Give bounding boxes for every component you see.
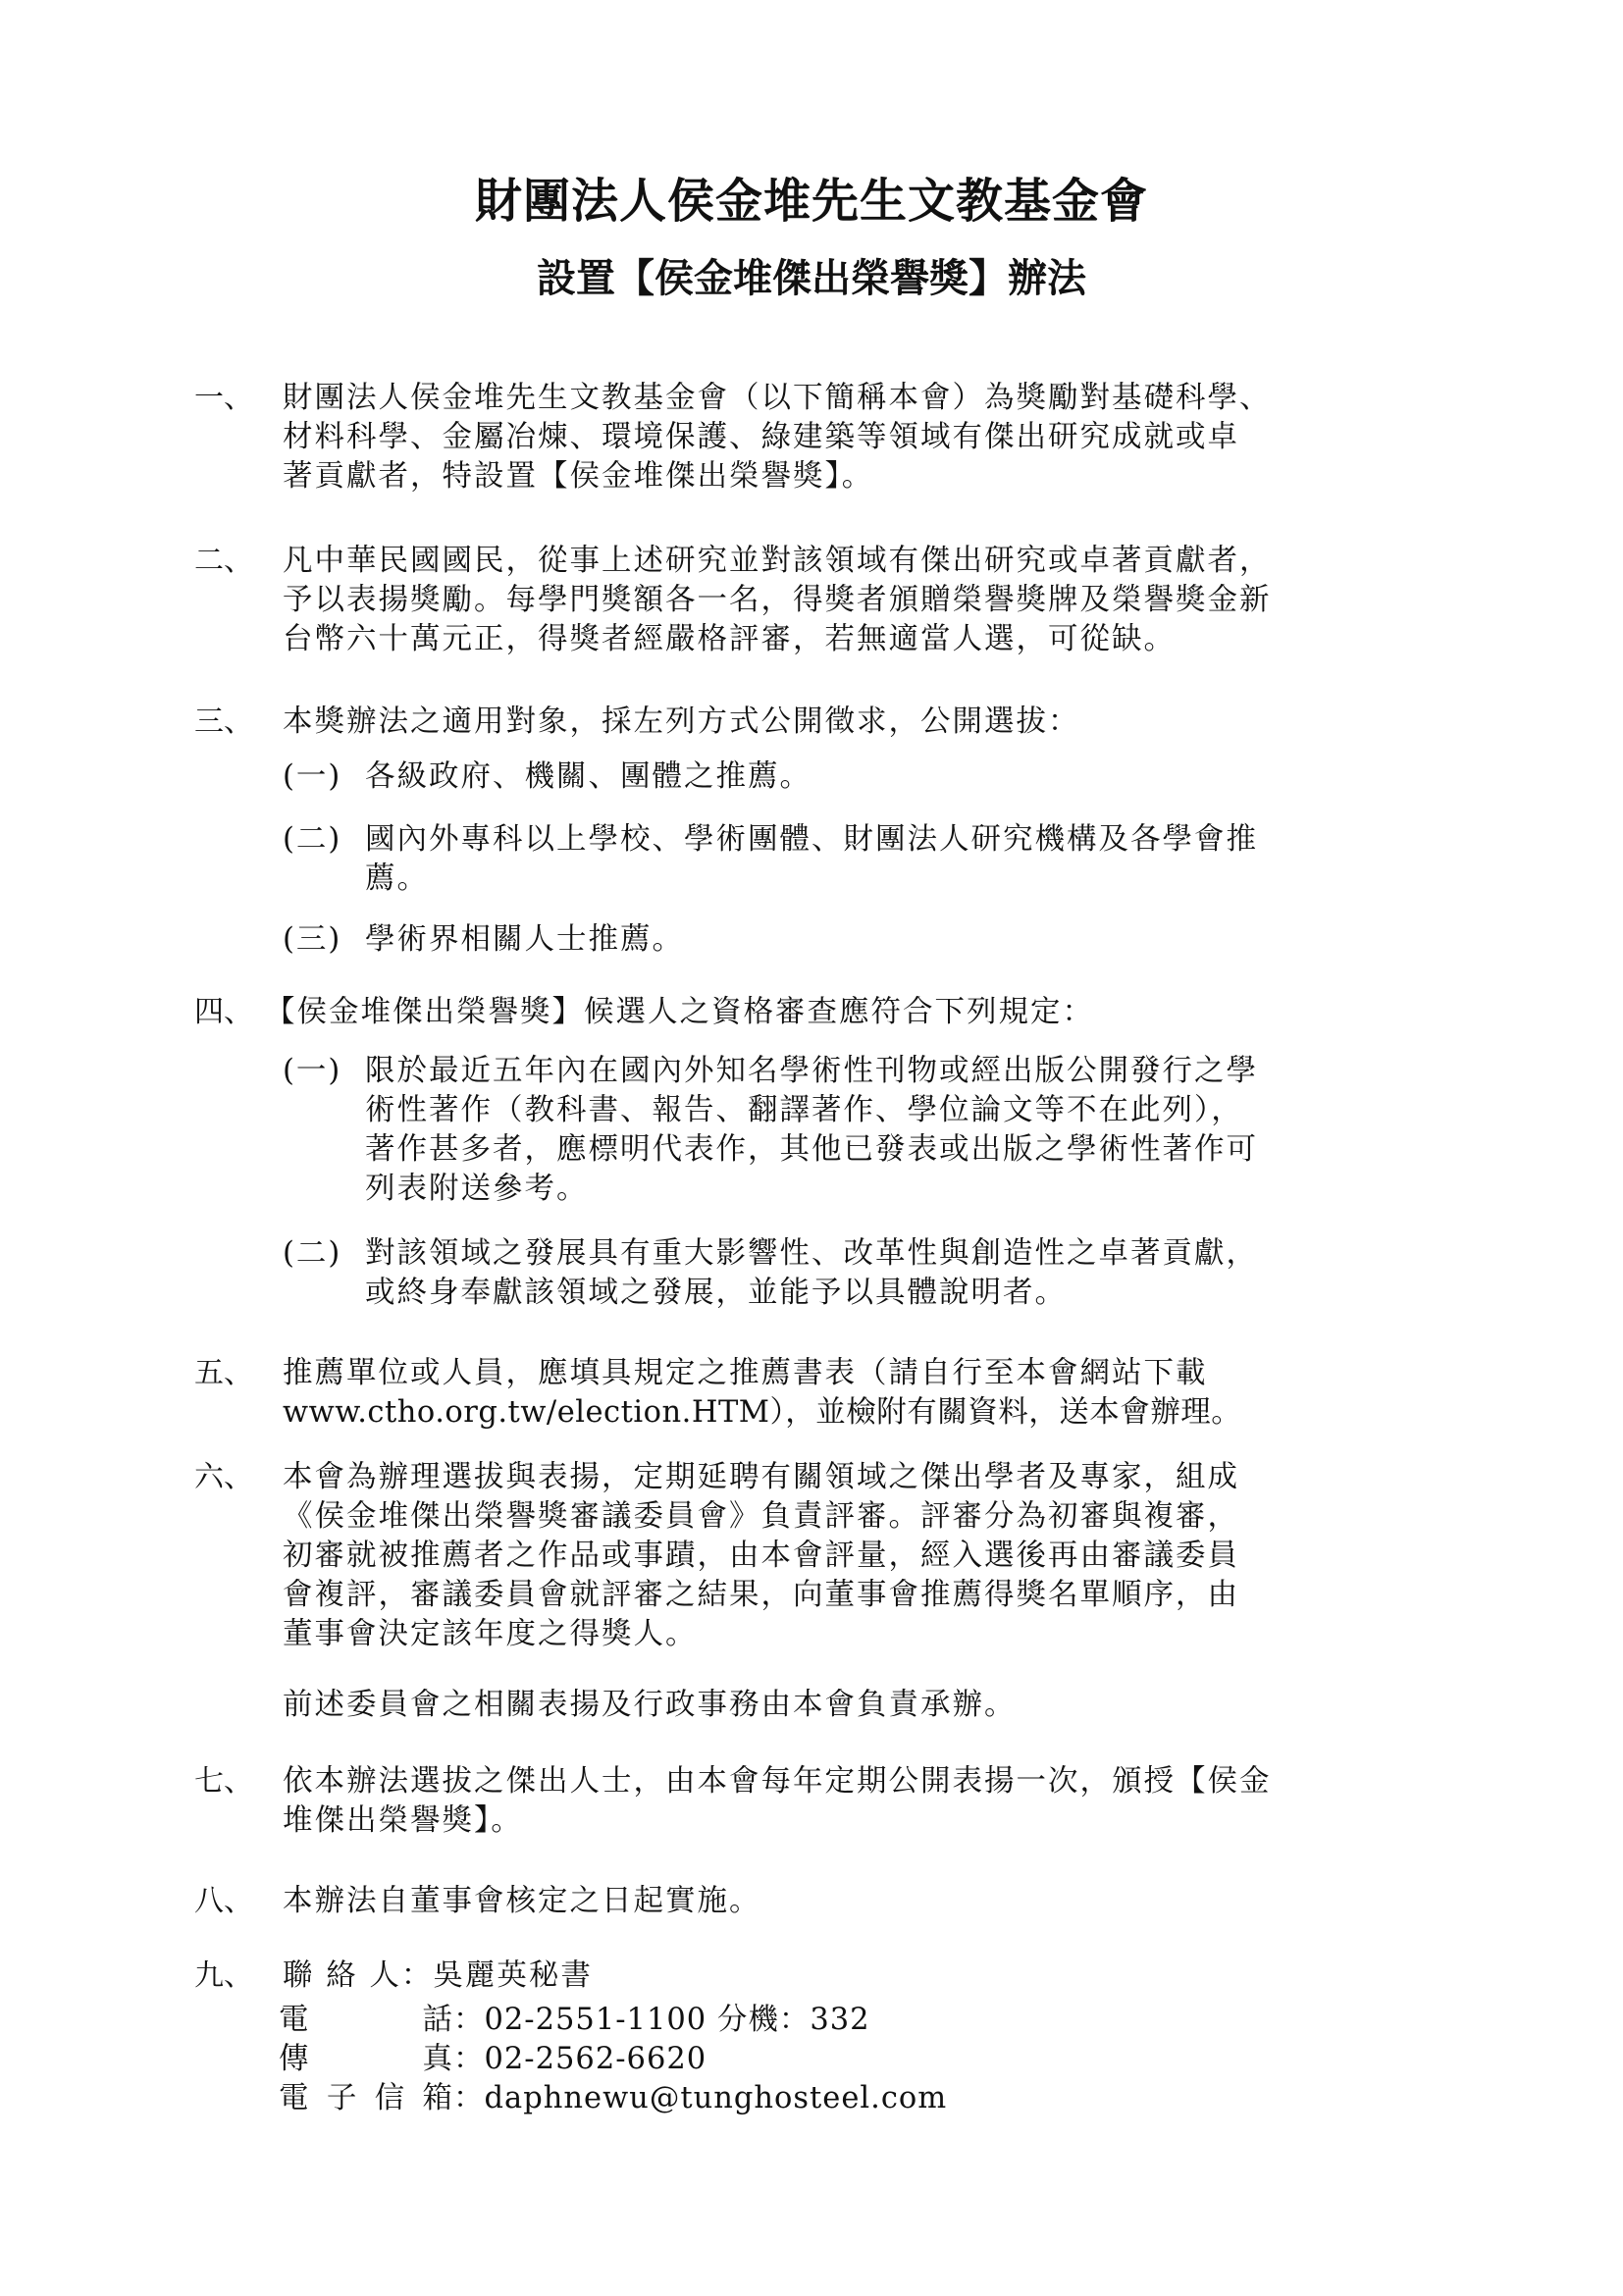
- text-line: www.ctho.org.tw/election.HTM），並檢附有關資料，送本會辦理。: [283, 1395, 1242, 1430]
- item-number: (二): [283, 1236, 342, 1271]
- text-line: 堆傑出榮譽獎】。: [283, 1803, 523, 1838]
- contact-email-label: 電子信箱: [279, 2081, 453, 2115]
- item-text: [365, 757, 1431, 797]
- text-line: 本辦法自董事會核定之日起實施。: [283, 1884, 761, 1918]
- section-2-text: [283, 542, 1431, 659]
- text-line: 【侯金堆傑出榮譽獎】候選人之資格審查應符合下列規定：: [265, 995, 1094, 1029]
- document-title: 財團法人侯金堆先生文教基金會: [474, 174, 1148, 229]
- text-line: 依本辦法選拔之傑出人士，由本會每年定期公開表揚一次，頒授【侯金: [283, 1764, 1272, 1799]
- text-line: 著貢獻者，特設置【侯金堆傑出榮譽獎】。: [283, 459, 874, 494]
- section-4-text: [265, 993, 1413, 1032]
- item-number: (三): [283, 922, 342, 957]
- text-line: 台幣六十萬元正，得獎者經嚴格評審，若無適當人選，可從缺。: [283, 622, 1176, 656]
- contact-person: 聯 絡 人：吳麗英秘書: [283, 1958, 593, 1993]
- text-line: 本會為辦理選拔與表揚，定期延聘有關領域之傑出學者及專家，組成: [283, 1460, 1239, 1494]
- contact-phone-row: [279, 2002, 870, 2039]
- text-line: 限於最近五年內在國內外知名學術性刊物或經出版公開發行之學: [365, 1054, 1258, 1088]
- section-5-number: 五、: [194, 1356, 253, 1390]
- section-3-number: 三、: [194, 704, 253, 739]
- contact-email: ：daphnewu@tunghosteel.com: [453, 2081, 948, 2115]
- text-line: 予以表揚獎勵。每學門獎額各一名，得獎者頒贈榮譽獎牌及榮譽獎金新: [283, 583, 1272, 617]
- document-subtitle: 設置【侯金堆傑出榮譽獎】辦法: [537, 256, 1086, 301]
- contact-fax: ：02-2562-6620: [453, 2042, 707, 2076]
- section-7-number: 七、: [194, 1764, 253, 1799]
- section-4-number: 四、: [194, 995, 253, 1029]
- section-2-number: 二、: [194, 544, 253, 578]
- text-line: 各級政府、機關、團體之推薦。: [365, 759, 812, 794]
- text-line: 會複評，審議委員會就評審之結果，向董事會推薦得獎名單順序，由: [283, 1578, 1239, 1612]
- text-line: 《侯金堆傑出榮譽獎審議委員會》負責評審。評審分為初審與複審，: [283, 1499, 1239, 1534]
- text-line: 國內外專科以上學校、學術團體、財團法人研究機構及各學會推: [365, 822, 1258, 857]
- text-line: 列表附送參考。: [365, 1172, 589, 1206]
- item-text: [365, 1234, 1431, 1313]
- text-line: 薦。: [365, 861, 429, 896]
- section-8-text: [283, 1882, 1431, 1921]
- contact-email-row: [279, 2080, 947, 2117]
- text-line: 對該領域之發展具有重大影響性、改革性與創造性之卓著貢獻，: [365, 1236, 1258, 1271]
- contact-phone: ：02-2551-1100 分機：332: [453, 2003, 870, 2037]
- contact-fax-label: 傳 真: [279, 2042, 453, 2076]
- item-number: (一): [283, 759, 342, 794]
- section-6-text: [283, 1458, 1431, 1654]
- text-line: 初審就被推薦者之作品或事蹟，由本會評量，經入選後再由審議委員: [283, 1539, 1239, 1573]
- section-9-number: 九、: [194, 1958, 253, 1993]
- text-line: 或終身奉獻該領域之發展，並能予以具體說明者。: [365, 1276, 1067, 1310]
- text-line: 學術界相關人士推薦。: [365, 922, 684, 957]
- section-1-text: [283, 379, 1431, 496]
- item-text: [365, 1052, 1431, 1209]
- section-1-number: 一、: [194, 381, 253, 415]
- item-number: (一): [283, 1054, 342, 1088]
- section-9-text: [283, 1957, 1431, 1996]
- item-text: [365, 820, 1431, 899]
- section-7-text: [283, 1762, 1431, 1841]
- section-6-note: 前述委員會之相關表揚及行政事務由本會負責承辦。: [283, 1688, 1017, 1722]
- text-line: 材料科學、金屬冶煉、環境保護、綠建築等領域有傑出研究成就或卓: [283, 420, 1239, 454]
- text-line: 本獎辦法之適用對象，採左列方式公開徵求，公開選拔：: [283, 704, 1080, 739]
- contact-phone-label: 電 話: [279, 2003, 453, 2037]
- item-text: [365, 920, 1431, 960]
- contact-fax-row: [279, 2041, 707, 2078]
- item-number: (二): [283, 822, 342, 857]
- section-3-text: [283, 703, 1431, 742]
- text-line: 凡中華民國國民，從事上述研究並對該領域有傑出研究或卓著貢獻者，: [283, 544, 1272, 578]
- text-line: 術性著作（教科書、報告、翻譯著作、學位論文等不在此列），: [365, 1093, 1243, 1127]
- section-8-number: 八、: [194, 1884, 253, 1918]
- text-line: 推薦單位或人員，應填具規定之推薦書表（請自行至本會網站下載: [283, 1356, 1208, 1390]
- text-line: 董事會決定該年度之得獎人。: [283, 1617, 698, 1651]
- section-5-text: [283, 1354, 1431, 1433]
- text-line: 財團法人侯金堆先生文教基金會（以下簡稱本會）為獎勵對基礎科學、: [283, 381, 1272, 415]
- text-line: 著作甚多者，應標明代表作，其他已發表或出版之學術性著作可: [365, 1132, 1258, 1167]
- section-6-number: 六、: [194, 1460, 253, 1494]
